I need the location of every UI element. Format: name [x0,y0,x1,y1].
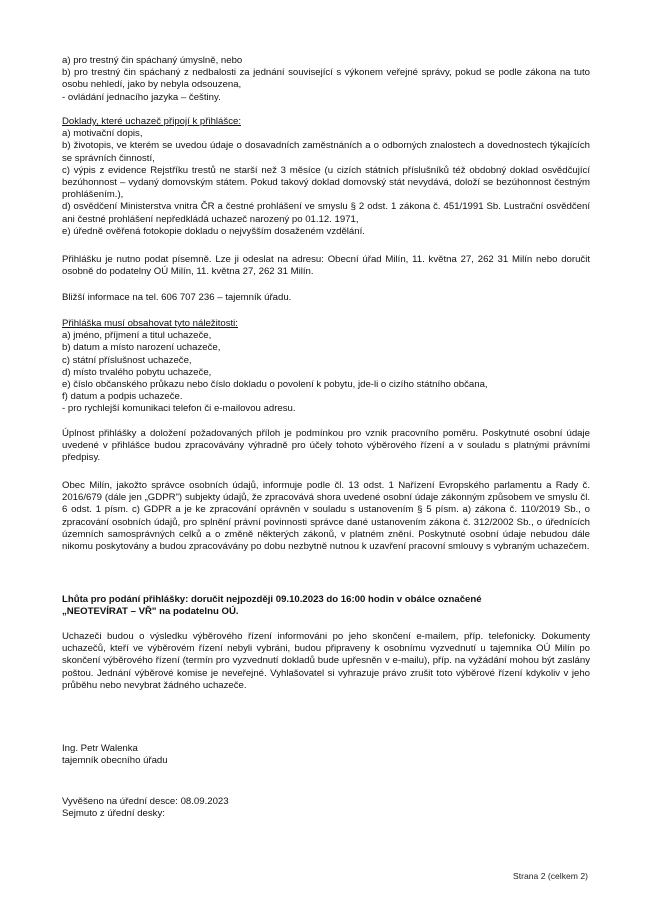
posted-date: Vyvěšeno na úřední desce: 08.09.2023 [62,796,229,807]
deadline-line: Lhůta pro podání přihlášky: doručit nejpozději 09.10.2023 do 16:00 hodin v obálce označené [62,594,482,605]
condition-item: b) pro trestný čin spáchaný z nedbalosti za jednání související s výkonem veřejné správy, pokud se podle zákona na tuto osobu nehledí, jako by nebyla odsouzena, [62,67,590,91]
application-requirement-item: - pro rychlejší komunikaci telefon či e-mailovou adresu. [62,403,296,415]
signature-block [62,743,590,767]
required-document-item: a) motivační dopis, [62,128,143,140]
condition-item: a) pro trestný čin spáchaný úmyslně, nebo [62,55,243,66]
required-document-item: b) životopis, ve kterém se uvedou údaje o dosavadních zaměstnáních a o odborných znalostech a dovednostech týkajících se správních činností, [62,140,590,164]
application-requirement-item: e) číslo občanského průkazu nebo číslo dokladu o povolení k pobytu, jde-li o cizího státního občana, [62,379,488,391]
required-document-item: c) výpis z evidence Rejstříku trestů ne starší než 3 měsíce (u cizích státních příslušníků též obdobný doklad osvědčující bezúhonnost – vydaný domovským státem. Pokud takový doklad domovský stát nevydává, doloží se bezúhonnost čestným prohlášením.), [62,164,590,201]
deadline-envelope-marking: „NEOTEVÍRAT – VŘ" na podatelnu OÚ. [62,606,239,618]
application-requirement-item: f) datum a podpis uchazeče. [62,391,183,403]
deadline-notice [62,594,590,618]
application-requirement-item: d) místo trvalého pobytu uchazeče, [62,366,212,378]
completeness-paragraph: Úplnost přihlášky a doložení požadovaných příloh je podmínkou pro vznik pracovního poměru. Poskytnuté osobní údaje uvedené v přihlášce budou zpracovávány výhradně pro účely tohoto výběrového řízení a v souladu s platnými právními předpisy. [62,428,590,464]
application-requirement-item: b) datum a místo narození uchazeče, [62,342,221,354]
application-requirement-item: a) jméno, příjmení a titul uchazeče, [62,330,212,342]
application-requirements-section [62,318,590,416]
submission-paragraph: Přihlášku je nutno podat písemně. Lze ji odeslat na adresu: Obecní úřad Milín, 11. května 27, 262 31 Milín nebo doručit osobně do podatelny OÚ Milín, 11. května 27, 262 31 Milín. [62,254,590,278]
gdpr-paragraph: Obec Milín, jakožto správce osobních údajů, informuje podle čl. 13 odst. 1 Nařízení Evropského parlamentu a Rady č. 2016/679 (dále jen „GDPR") subjekty údajů, že zpracovává shora uvedené osobní údaje zákonným způsobem ve smyslu čl. 6 odst. 1 písm. c) GDPR a je ke zpracování oprávněn v souladu s ustanovením § 5 písm. a) zákona č. 110/2019 Sb., o zpracování osobních údajů, pro splnění právní povinnosti správce dané ustanovením zákona č. 312/2002 Sb., o úřednících územních samosprávných celků a o změně některých zákonů, v platném znění. Poskytnuté osobní údaje nebudou dále nikomu poskytovány a budou zpracovávány po dobu nezbytně nutnou k uzavření pracovní smlouvy s vybraným uchazečem. [62,480,590,553]
notice-board-dates [62,796,590,820]
application-requirement-item: c) státní příslušnost uchazeče, [62,354,192,366]
page-number: Strana 2 (celkem 2) [513,871,588,881]
signatory-name: Ing. Petr Walenka [62,743,138,754]
removed-date: Sejmuto z úřední desky: [62,808,165,820]
required-document-item: d) osvědčení Ministerstva vnitra ČR a čestné prohlášení ve smyslu § 2 odst. 1 zákona č. 451/1991 Sb. Lustrační osvědčení ani čestné prohlášení nepředkládá uchazeč narozený po 01.12. 1971, [62,201,590,225]
required-document-item: e) úředně ověřená fotokopie dokladu o nejvyšším dosaženém vzdělání. [62,225,365,237]
results-paragraph: Uchazeči budou o výsledku výběrového řízení informováni po jeho skončení e-mailem, příp. telefonicky. Dokumenty uchazečů, kteří ve výběrovém řízení nebyli vybráni, budou připraveny k osobnímu vyzvednutí u tajemníka OÚ Milín po skončení výběrového řízení (termín pro vyzvednutí dokladů bude upřesněn v e-mailu), příp. na vyžádání mohou být zaslány poštou. Jednání výběrové komise je neveřejné. Vyhlašovatel si vyhrazuje právo zrušit toto výběrové řízení kdykoliv v jeho průběhu nebo nevybrat žádného uchazeče. [62,631,590,691]
required-documents-section [62,116,590,238]
condition-item: - ovládání jednacího jazyka – češtiny. [62,91,221,103]
condition-list [62,55,590,104]
application-requirements-heading: Přihláška musí obsahovat tyto náležitosti: [62,318,238,329]
required-documents-heading: Doklady, které uchazeč připojí k přihlášce: [62,116,241,127]
contact-info-paragraph: Bližší informace na tel. 606 707 236 – tajemník úřadu. [62,292,292,303]
signatory-role: tajemník obecního úřadu [62,755,168,767]
